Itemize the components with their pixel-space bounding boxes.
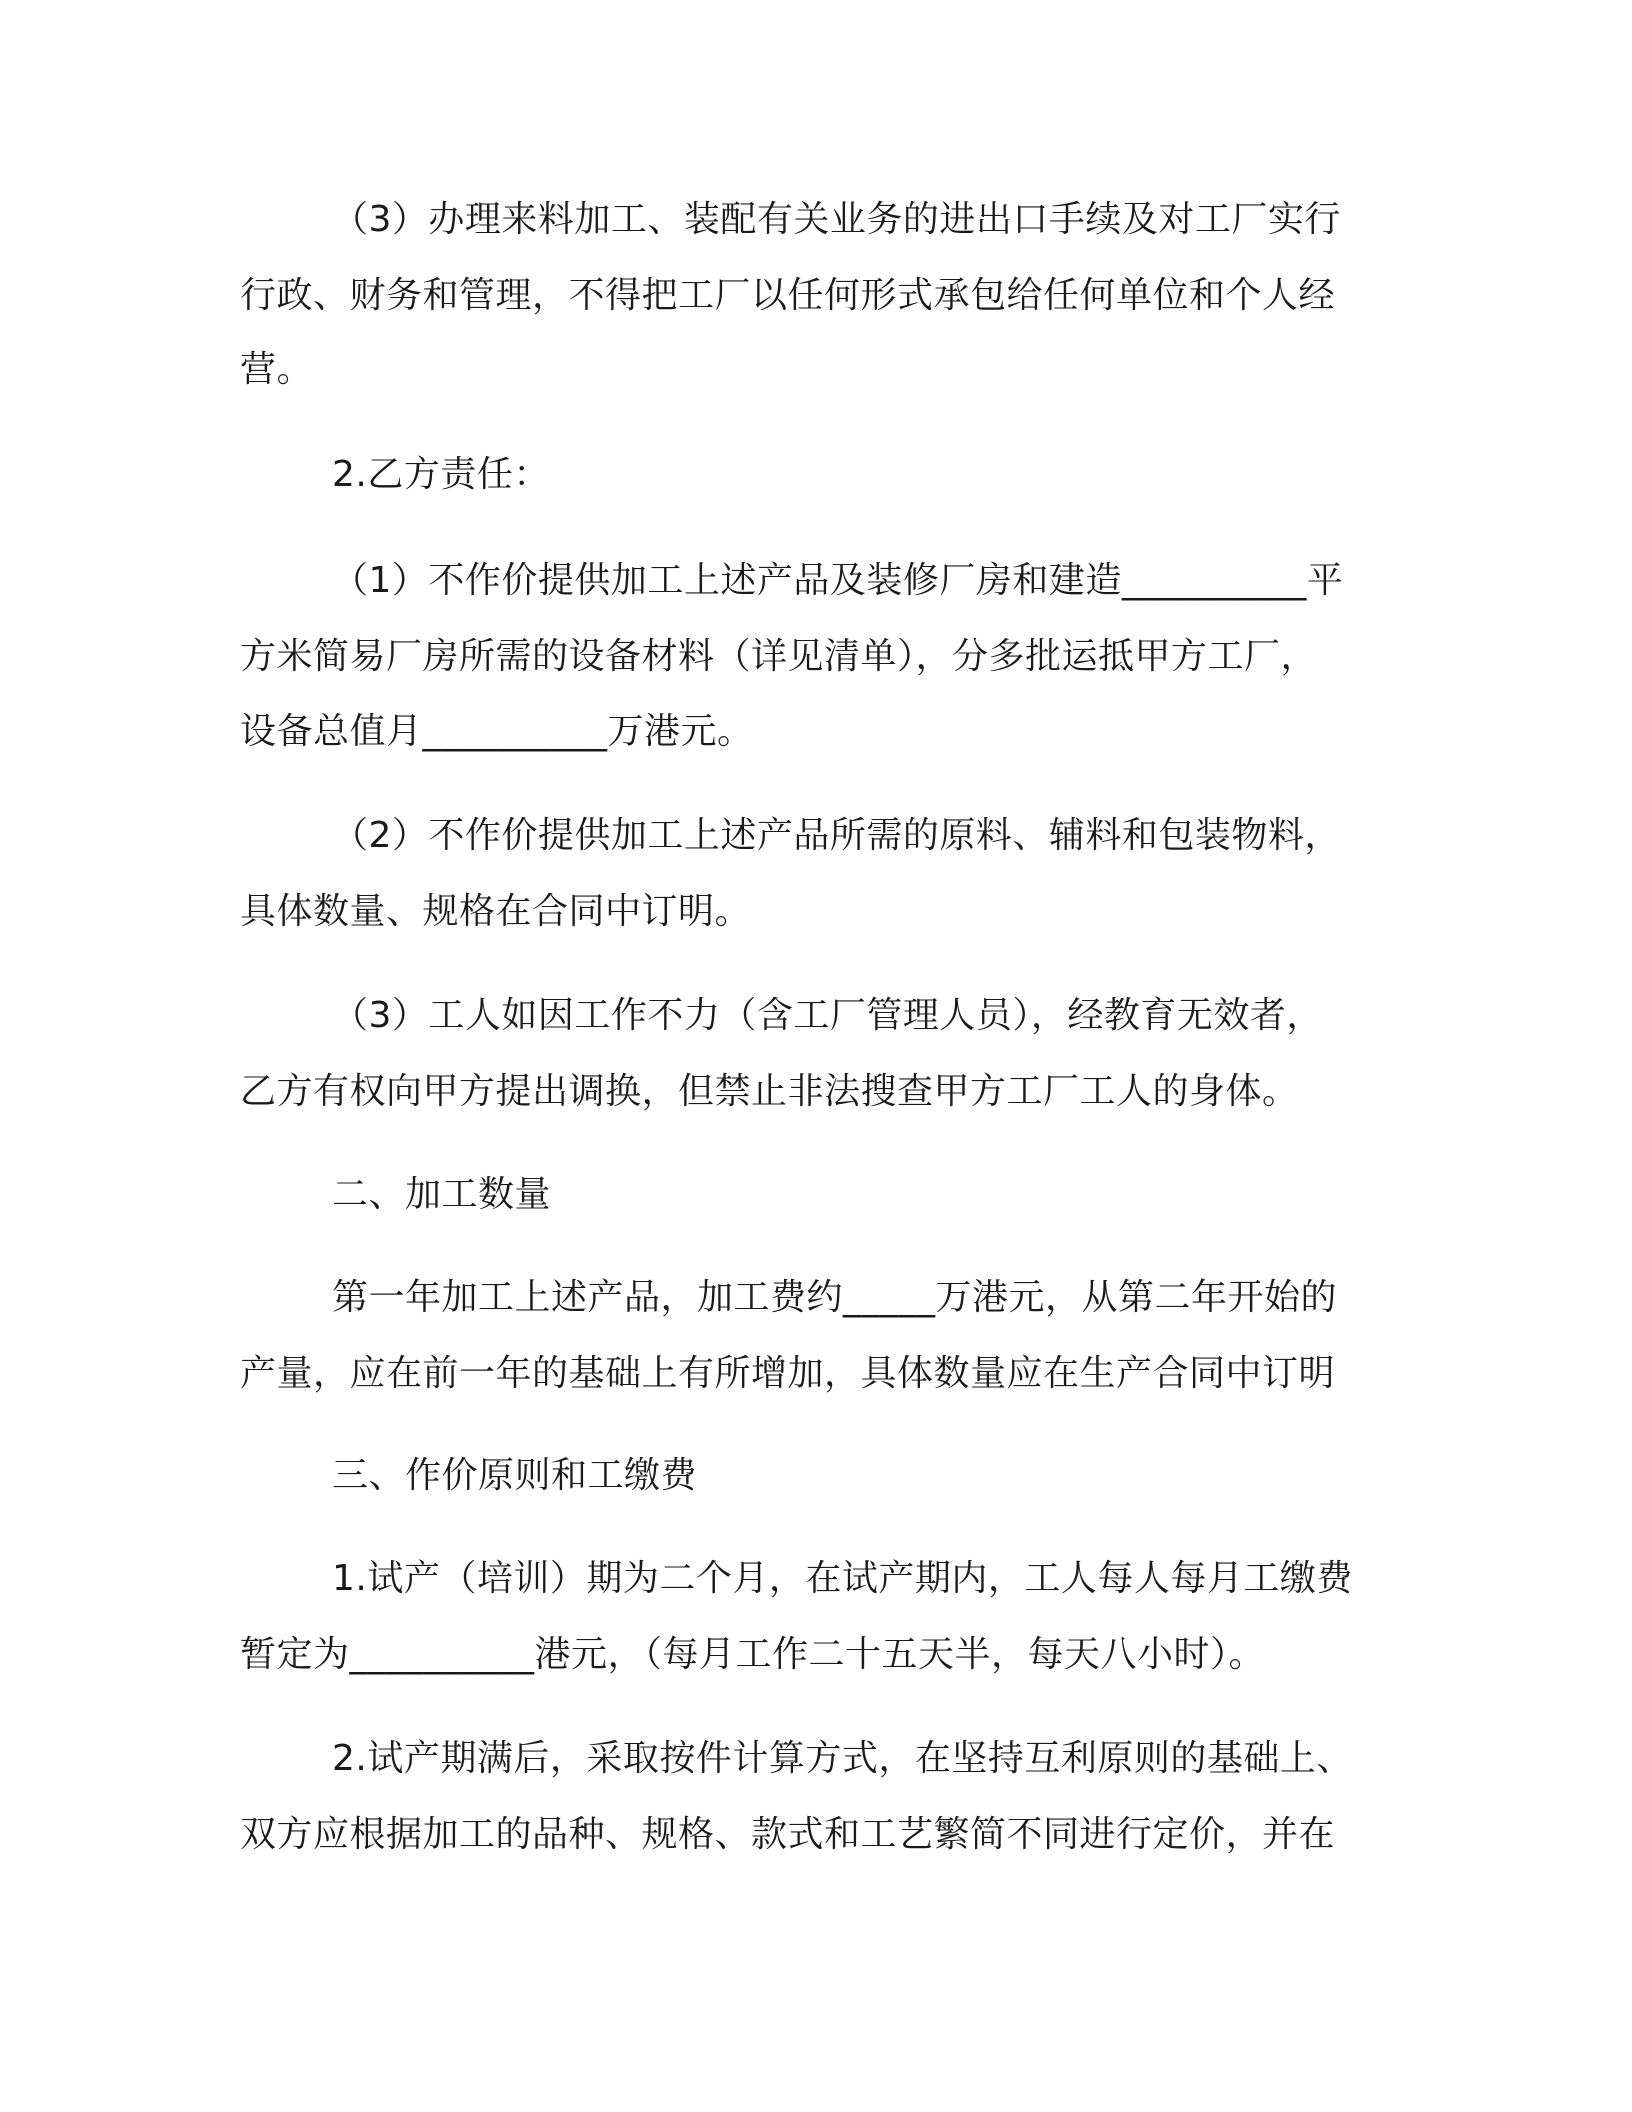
clause-3-line-1: （3）办理来料加工、装配有关业务的进出口手续及对工厂实行 bbox=[332, 199, 1341, 240]
clause-3-line-2: 行政、财务和管理，不得把工厂以任何形式承包给任何单位和个人经 bbox=[240, 275, 1336, 316]
section-2-heading: 二、加工数量 bbox=[332, 1174, 552, 1215]
party-b-clause-3-line-1: （3）工人如因工作不力（含工厂管理人员），经教育无效者， bbox=[332, 995, 1323, 1036]
section-2-para-line-2: 产量，应在前一年的基础上有所增加，具体数量应在生产合同中订明 bbox=[240, 1353, 1336, 1394]
section-party-b-heading: 2.乙方责任： bbox=[332, 454, 550, 495]
party-b-clause-2-line-1: （2）不作价提供加工上述产品所需的原料、辅料和包装物料， bbox=[332, 815, 1341, 856]
party-b-clause-1-line-2: 方米简易厂房所需的设备材料（详见清单），分多批运抵甲方工厂， bbox=[240, 636, 1318, 677]
party-b-clause-1-line-1: （1）不作价提供加工上述产品及装修厂房和建造__________平 bbox=[332, 560, 1344, 601]
party-b-clause-1-line-3: 设备总值月__________万港元。 bbox=[240, 711, 754, 752]
party-b-clause-2-line-2: 具体数量、规格在合同中订明。 bbox=[240, 891, 752, 932]
party-b-clause-3-line-2: 乙方有权向甲方提出调换，但禁止非法搜查甲方工厂工人的身体。 bbox=[240, 1071, 1299, 1112]
clause-3-line-3: 营。 bbox=[240, 349, 314, 390]
section-3-item-2-line-2: 双方应根据加工的品种、规格、款式和工艺繁简不同进行定价，并在 bbox=[240, 1814, 1336, 1855]
section-3-item-1-line-1: 1.试产（培训）期为二个月，在试产期内，工人每人每月工缴费 bbox=[332, 1558, 1353, 1599]
section-2-para-line-1: 第一年加工上述产品，加工费约_____万港元，从第二年开始的 bbox=[332, 1277, 1338, 1318]
section-3-item-2-line-1: 2.试产期满后，采取按件计算方式，在坚持互利原则的基础上、 bbox=[332, 1738, 1353, 1779]
section-3-item-1-line-2: 暂定为__________港元，（每月工作二十五天半，每天八小时）。 bbox=[240, 1634, 1266, 1675]
section-3-heading: 三、作价原则和工缴费 bbox=[332, 1455, 698, 1496]
